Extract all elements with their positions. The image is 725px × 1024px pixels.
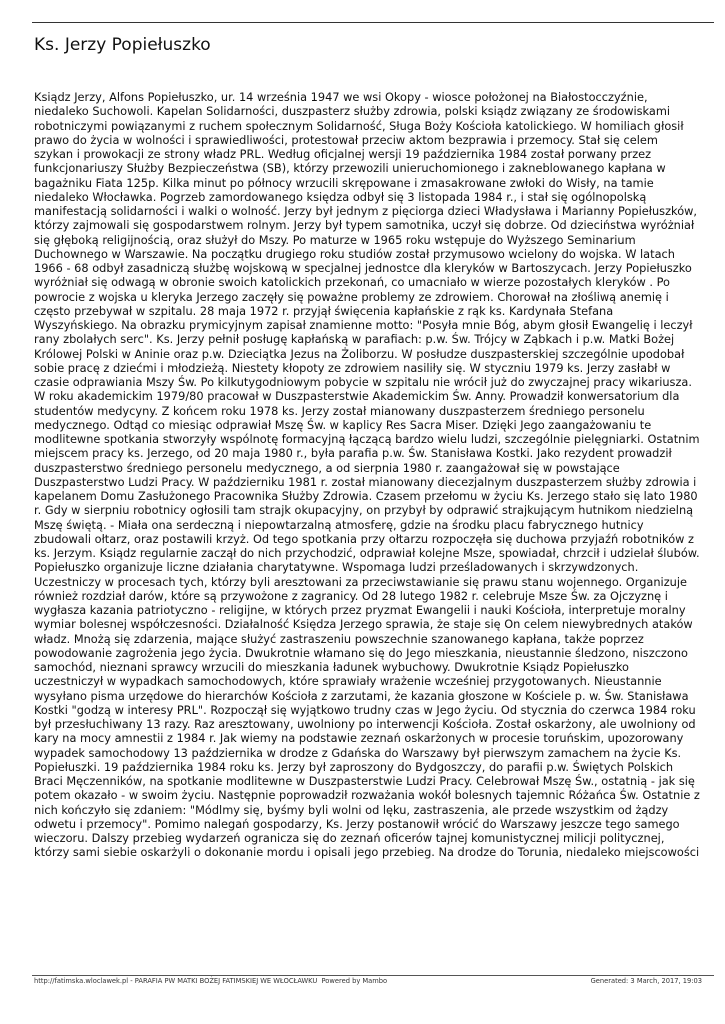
footer-source-url [34,977,387,985]
footer-powered-by: Powered by Mambo [321,977,388,985]
footer-generated: Generated: 3 March, 2017, 19:03 [590,977,702,985]
page-footer [34,977,702,989]
top-divider [32,22,714,23]
article-body: Ksiądz Jerzy, Alfons Popiełuszko, ur. 14 września 1947 we wsi Okopy - wiosce położonej na Białostocczyźnie, niedaleko Suchowoli. Kapelan Solidarności, duszpasterz służby zdrowia, polski ksiądz związany ze środowiskami robotniczymi powiązanymi z ruchem społecznym Solidarność, Sługa Boży Kościoła katolickiego. W homiliach głosił prawo do życia w wolności i sprawiedliwości, protestował przeciw aktom bezprawia i przemocy. Stał się celem szykan i prowokacji ze strony władz PRL. Według oficjalnej wersji 19 października 1984 został porwany przez funkcjonariuszy Służby Bezpieczeństwa (SB), którzy przewozili unieruchomionego i zakneblowanego kapłana w bagażniku Fiata 125p. Kilka minut po północy wrzucili skrępowane i zmasakrowane zwłoki do Wisły, na tamie niedaleko Włocławka. Pogrzeb zamordowanego księdza odbył się 3 listopada 1984 r., i stał się ogólnopolską manifestacją solidarności i walki o wolność. Jerzy był jednym z pięciorga dzieci Władysława i Marianny Popiełuszków, którzy zajmowali się gospodarstwem rolnym. Jerzy był typem samotnika, uczył się dobrze. Od dzieciństwa wyróżniał się głęboką religijnością, oraz służył do Mszy. Po maturze w 1965 roku wstępuje do Wyższego Seminarium Duchownego w Warszawie. Na początku drugiego roku studiów został przymusowo wcielony do wojska. W latach 1966 - 68 odbył zasadniczą służbę wojskową w specjalnej jednostce dla kleryków w Bartoszycach. Jerzy Popiełuszko wyróżniał się odwagą w obronie swoich katolickich przekonań, co umacniało w wierze pozostałych kleryków . Po powrocie z wojska u kleryka Jerzego zaczęły się poważne problemy ze zdrowiem. Chorował na złośliwą anemię i często przebywał w szpitalu. 28 maja 1972 r. przyjął święcenia kapłańskie z rąk ks. Kardynała Stefana Wyszyńskiego. Na obrazku prymicyjnym zapisał znamienne motto: "Posyła mnie Bóg, abym głosił Ewangelię i leczył rany zbolałych serc". Ks. Jerzy pełnił posługę kapłańską w parafiach: p.w. Św. Trójcy w Ząbkach i p.w. Matki Bożej Królowej Polski w Aninie oraz p.w. Dzieciątka Jezus na Żoliborzu. W posłudze duszpasterskiej szczególnie upodobał sobie pracę z dziećmi i młodzieżą. Niestety kłopoty ze zdrowiem nasiliły się. W styczniu 1979 ks. Jerzy zasłabł w czasie odprawiania Mszy Św. Po kilkutygodniowym pobycie w szpitalu nie wrócił już do zwyczajnej pracy wikariusza. W roku akademickim 1979/80 pracował w Duszpasterstwie Akademickim Św. Anny. Prowadził konwersatorium dla studentów medycyny. Z końcem roku 1978 ks. Jerzy został mianowany duszpasterzem średniego personelu medycznego. Odtąd co miesiąc odprawiał Mszę Św. w kaplicy Res Sacra Miser. Dzięki Jego zaangażowaniu te modlitewne spotkania stworzyły wspólnotę formacyjną łączącą bardzo wielu ludzi, szczególnie pielęgniarki. Ostatnim miejscem pracy ks. Jerzego, od 20 maja 1980 r., była parafia p.w. Św. Stanisława Kostki. Jako rezydent prowadził duszpasterstwo średniego personelu medycznego, a od sierpnia 1980 r. zaangażował się w powstające Duszpasterstwo Ludzi Pracy. W październiku 1981 r. został mianowany diecezjalnym duszpasterzem służby zdrowia i kapelanem Domu Zasłużonego Pracownika Służby Zdrowia. Czasem przełomu w życiu Ks. Jerzego stało się lato 1980 r. Gdy w sierpniu robotnicy ogłosili tam strajk okupacyjny, on przybył by odprawić strajkującym hutnikom niedzielną Mszę świętą. - Miała ona serdeczną i niepowtarzalną atmosferę, gdzie na środku placu fabrycznego hutnicy zbudowali ołtarz, oraz postawili krzyż. Od tego spotkania przy ołtarzu rozpoczęła się duchowa przyjaźń robotników z ks. Jerzym. Ksiądz regularnie zaczął do nich przychodzić, odprawiał kolejne Msze, spowiadał, chrzcił i udzielał ślubów. Popiełuszko organizuje liczne działania charytatywne. Wspomaga ludzi prześladowanych i skrzywdzonych. Uczestniczy w procesach tych, którzy byli aresztowani za przeciwstawianie się prawu stanu wojennego. Organizuje również rozdział darów, które są przywożone z zagranicy. Od 28 lutego 1982 r. celebruje Msze Św. za Ojczyznę i wygłasza kazania patriotyczno - religijne, w których przez pryzmat Ewangelii i nauki Kościoła, interpretuje moralny wymiar bolesnej współczesności. Działalność Księdza Jerzego sprawia, że staje się On celem niewybrednych ataków władz. Mnożą się zdarzenia, mające służyć zastraszeniu powszechnie szanowanego kapłana, także poprzez powodowanie zagrożenia jego życia. Dwukrotnie włamano się do Jego mieszkania, nieustannie śledzono, niszczono samochód, nieznani sprawcy wrzucili do mieszkania ładunek wybuchowy. Dwukrotnie Ksiądz Popiełuszko uczestniczył w wypadkach samochodowych, które sprawiały wrażenie wcześniej przygotowanych. Nieustannie wysyłano pisma urzędowe do hierarchów Kościoła z zarzutami, że kazania głoszone w Kościele p. w. Św. Stanisława Kostki "godzą w interesy PRL". Rozpoczął się wyjątkowo trudny czas w Jego życiu. Od stycznia do czerwca 1984 roku był przesłuchiwany 13 razy. Raz aresztowany, uwolniony po interwencji Kościoła. Został oskarżony, ale uwolniony od kary na mocy amnestii z 1984 r. Jak wiemy na podstawie zeznań oskarżonych w procesie toruńskim, upozorowany wypadek samochodowy 13 października w drodze z Gdańska do Warszawy był pierwszym zamachem na życie Ks. Popiełuszki. 19 października 1984 roku ks. Jerzy był zaproszony do Bydgoszczy, do parafii p.w. Świętych Polskich Braci Męczenników, na spotkanie modlitewne w Duszpasterstwie Ludzi Pracy. Celebrował Mszę Św., ostatnią - jak się potem okazało - w swoim życiu. Następnie poprowadził rozważania wokół bolesnych tajemnic Różańca Św. Ostatnie z nich kończyło się zdaniem: "Módlmy się, byśmy byli wolni od lęku, zastraszenia, ale przede wszystkim od żądzy odwetu i przemocy". Pomimo nalegań gospodarzy, Ks. Jerzy postanowił wrócić do Warszawy jeszcze tego samego wieczoru. Dalszy przebieg wydarzeń ogranicza się do zeznań oficerów tajnej komunistycznej milicji politycznej, którzy sami siebie oskarżyli o dokonanie mordu i opisali jego przebieg. Na drodze do Torunia, niedaleko miejscowości [34,90,700,860]
footer-source: http://fatimska.wloclawek.pl - PARAFIA PW MATKI BOŻEJ FATIMSKIEJ WE WŁOCŁAWKU [34,977,318,985]
page-title: Ks. Jerzy Popiełuszko [34,35,211,55]
footer-divider [32,975,714,976]
